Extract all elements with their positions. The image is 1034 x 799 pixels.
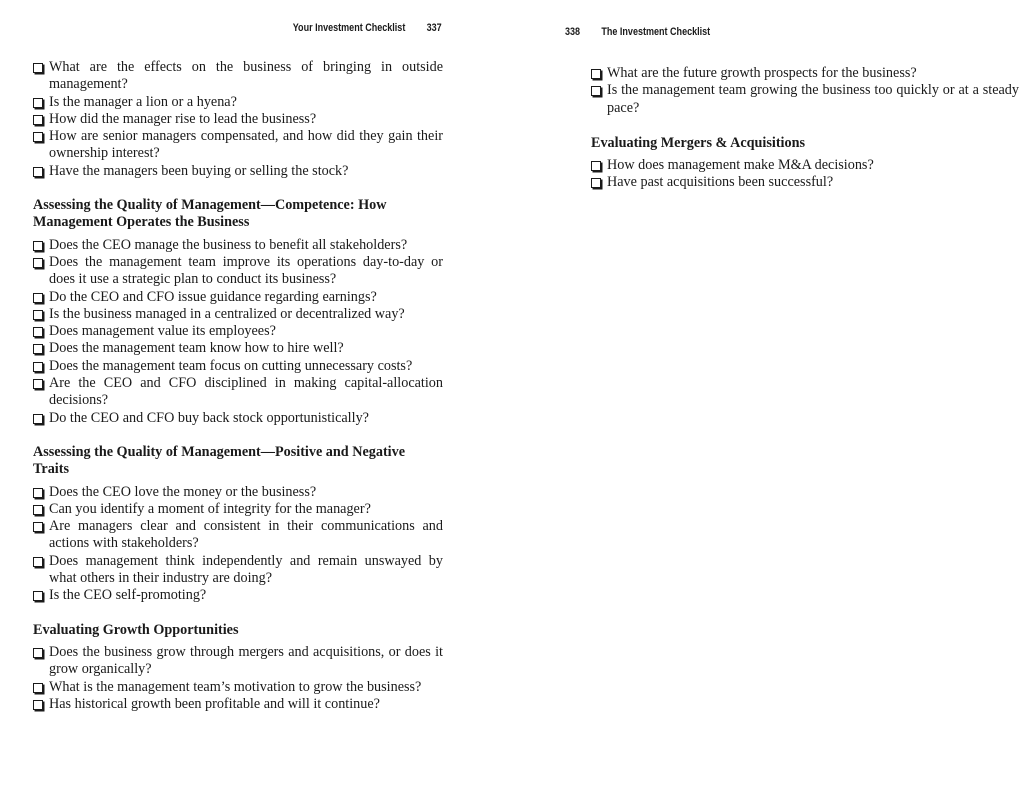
checkbox-icon[interactable] [33,63,43,73]
checklist-item: Is the management team growing the business too quickly or at a steady pace? [591,82,1019,117]
checklist-item: Does the business grow through mergers and acquisitions, or does it grow organically? [33,644,443,679]
checklist-item: Does the management team focus on cutting unnecessary costs? [33,358,443,375]
checklist-item: Is the manager a lion or a hyena? [33,94,443,111]
checklist-item: Is the business managed in a centralized or decentralized way? [33,306,443,323]
checkbox-icon[interactable] [33,414,43,424]
checklist-competence [33,237,443,427]
checkbox-icon[interactable] [33,344,43,354]
checkbox-icon[interactable] [33,310,43,320]
checkbox-icon[interactable] [591,69,601,79]
checklist-item: What are the effects on the business of bringing in outside management? [33,59,443,94]
running-head-title: Your Investment Checklist [293,22,406,34]
section-competence [33,197,443,427]
checkbox-icon[interactable] [33,293,43,303]
checklist-item: How does management make M&A decisions? [591,157,1019,174]
right-page-body [591,65,1019,192]
checkbox-icon[interactable] [33,258,43,268]
checkbox-icon[interactable] [33,505,43,515]
checklist-intro [33,59,443,180]
left-page-body [33,59,443,713]
running-head-title: The Investment Checklist [601,26,711,38]
checklist-item: Does management think independently and remain unswayed by what others in their industry are doing? [33,553,443,588]
checkbox-icon[interactable] [33,591,43,601]
checklist-item: Are the CEO and CFO disciplined in making capital-allocation decisions? [33,375,443,410]
checkbox-icon[interactable] [33,98,43,108]
checklist-item: Does the CEO love the money or the business? [33,484,443,501]
checkbox-icon[interactable] [33,132,43,142]
checkbox-icon[interactable] [591,161,601,171]
page-number: 337 [426,22,442,34]
checklist-item: Does management value its employees? [33,323,443,340]
checklist-item: What is the management team’s motivation to grow the business? [33,679,443,696]
section-mergers [591,135,1019,192]
checklist-item: Do the CEO and CFO buy back stock opportunistically? [33,410,443,427]
checklist-traits [33,484,443,605]
checkbox-icon[interactable] [33,167,43,177]
checkbox-icon[interactable] [33,379,43,389]
checkbox-icon[interactable] [33,522,43,532]
checkbox-icon[interactable] [33,683,43,693]
checklist-item: Does the management team improve its operations day-to-day or does it use a strategic plan to conduct its business? [33,254,443,289]
section-growth [33,622,443,713]
checklist-item: Has historical growth been profitable and will it continue? [33,696,443,713]
checkbox-icon[interactable] [33,362,43,372]
checklist-item: Is the CEO self-promoting? [33,587,443,604]
section-heading: Assessing the Quality of Management—Competence: How Management Operates the Business [33,197,387,231]
checklist-item: Are managers clear and consistent in their communications and actions with stakeholders? [33,518,443,553]
checkbox-icon[interactable] [591,86,601,96]
checklist-item: How did the manager rise to lead the business? [33,111,443,128]
checklist-growth [33,644,443,713]
checkbox-icon[interactable] [591,178,601,188]
running-head-left [293,22,442,34]
section-heading: Assessing the Quality of Management—Positive and Negative Traits [33,443,406,478]
running-head-right [565,26,710,38]
checklist-item: Have past acquisitions been successful? [591,174,1019,191]
checkbox-icon[interactable] [33,488,43,498]
section-heading: Evaluating Mergers & Acquisitions [591,134,805,151]
checklist-item: How are senior managers compensated, and how did they gain their ownership interest? [33,128,443,163]
checklist-item: Can you identify a moment of integrity for the manager? [33,501,443,518]
checkbox-icon[interactable] [33,648,43,658]
checkbox-icon[interactable] [33,115,43,125]
checklist-item: Does the management team know how to hire well? [33,340,443,357]
checkbox-icon[interactable] [33,327,43,337]
checkbox-icon[interactable] [33,700,43,710]
checklist-item: Have the managers been buying or selling the stock? [33,163,443,180]
checklist-item: What are the future growth prospects for the business? [591,65,1019,82]
checklist-item: Do the CEO and CFO issue guidance regarding earnings? [33,289,443,306]
checkbox-icon[interactable] [33,241,43,251]
checklist-mergers [591,157,1019,192]
checklist-item: Does the CEO manage the business to benefit all stakeholders? [33,237,443,254]
right-page [517,0,1034,799]
checklist-growth-continued [591,65,1019,117]
section-heading: Evaluating Growth Opportunities [33,621,239,638]
section-traits [33,444,443,605]
page-number: 338 [565,26,581,38]
checkbox-icon[interactable] [33,557,43,567]
